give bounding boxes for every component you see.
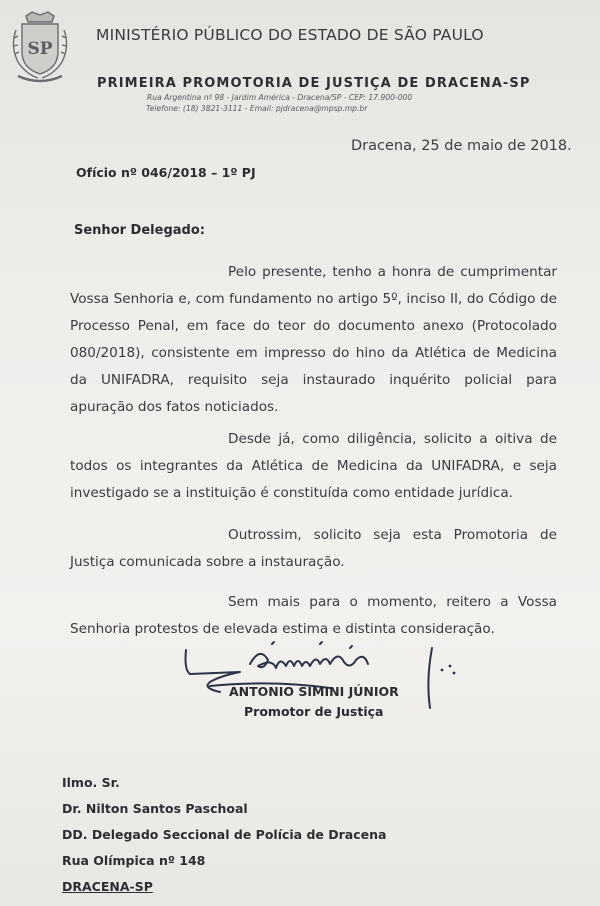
recipient-position: DD. Delegado Seccional de Polícia de Dracena (62, 827, 387, 842)
signer-title: Promotor de Justiça (244, 704, 384, 719)
svg-text:SP: SP (27, 39, 53, 59)
letter-paragraph-3: Outrossim, solicito seja esta Promotoria de Justiça comunicada sobre a instauração. (70, 527, 557, 570)
recipient-street: Rua Olímpica nº 148 (62, 853, 206, 868)
letter-reference-number: Ofício nº 046/2018 – 1º PJ (76, 165, 256, 180)
recipient-honorific: Ilmo. Sr. (62, 775, 120, 790)
office-contact: Telefone: (18) 3821-3111 - Email: pjdracena@mpsp.mp.br (146, 104, 368, 113)
recipient-address-block (62, 770, 386, 900)
sao-paulo-coat-of-arms-seal (8, 10, 72, 84)
signer-name: ANTONIO SIMINI JÚNIOR (229, 684, 399, 699)
recipient-city: DRACENA-SP (62, 879, 153, 894)
letter-paragraph-4: Sem mais para o momento, reitero a Vossa Senhoria protestos de elevada estima e distinta consideração. (70, 594, 557, 637)
ministry-heading: MINISTÉRIO PÚBLICO DO ESTADO DE SÃO PAULO (96, 26, 484, 44)
handwritten-signature (180, 640, 470, 710)
letter-paragraph-2: Desde já, como diligência, solicito a oitiva de todos os integrantes da Atlética de Medicina da UNIFADRA, e seja investigado se a instituição é constituída como entidade jurídica. (70, 431, 557, 501)
letter-date: Dracena, 25 de maio de 2018. (351, 138, 572, 154)
office-address: Rua Argentina nº 98 - Jardim América - Dracena/SP - CEP: 17.900-000 (147, 93, 413, 102)
office-heading: PRIMEIRA PROMOTORIA DE JUSTIÇA DE DRACENA-SP (97, 76, 531, 91)
letter-salutation: Senhor Delegado: (74, 223, 205, 238)
recipient-name: Dr. Nilton Santos Paschoal (62, 801, 248, 816)
letter-paragraph-1: Pelo presente, tenho a honra de cumprimentar Vossa Senhoria e, com fundamento no artigo 5º, inciso II, do Código de Processo Penal, em face do teor do documento anexo (Protocolado 080/2018), consistente em impresso do hino da Atlética de Medicina da UNIFADRA, requisito seja instaurado inquérito policial para apuração dos fatos noticiados. (70, 264, 557, 415)
